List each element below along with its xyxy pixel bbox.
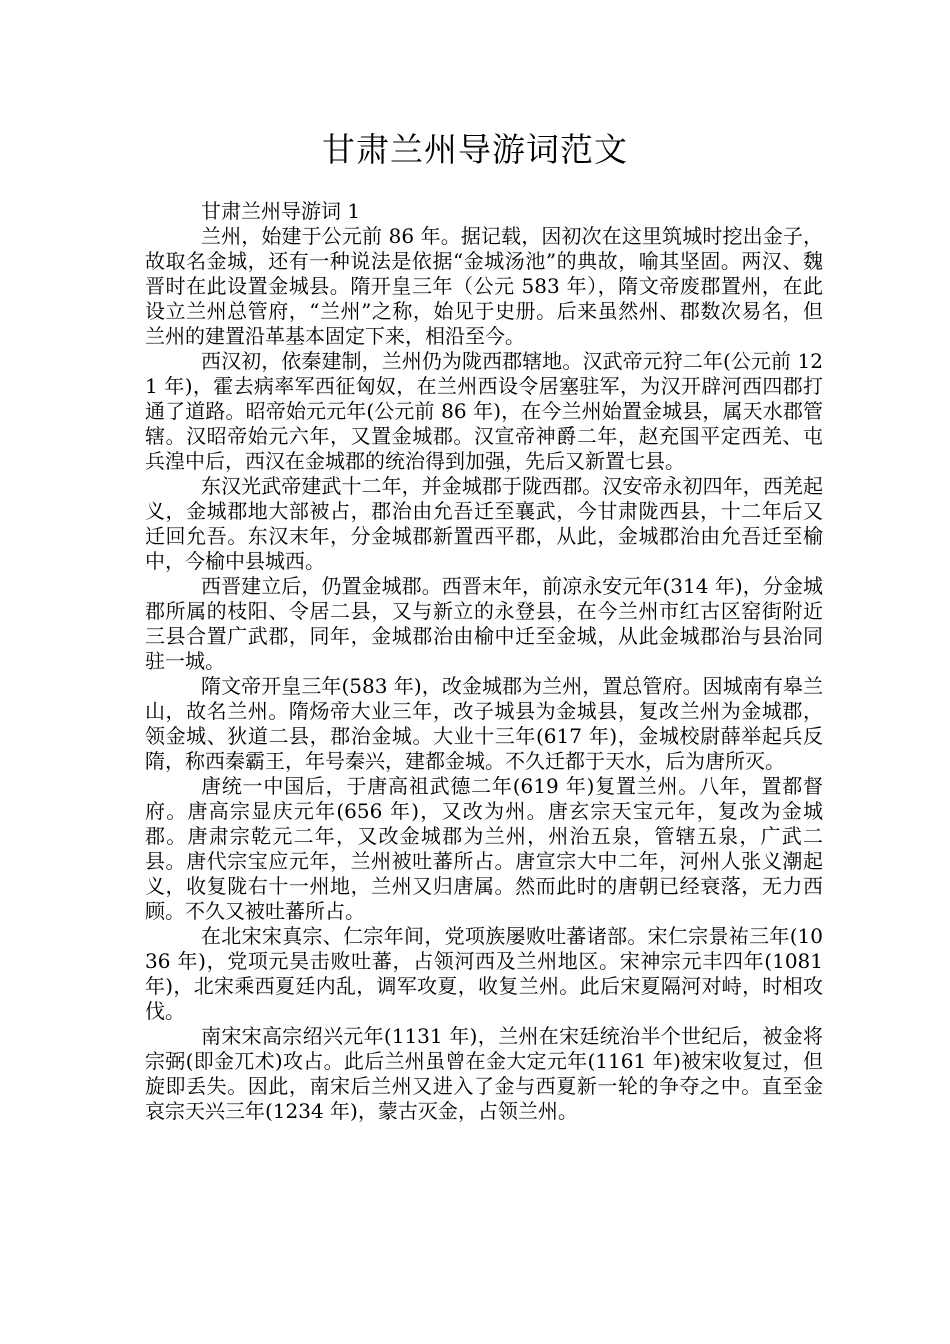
paragraph-western-jin: 西晋建立后，仍置金城郡。西晋末年，前凉永安元年(314 年)，分金城郡所属的枝阳、令居二县，又与新立的永登县，在今兰州市红古区窑街附近三县合置广武郡，同年，金城郡治由榆中迁至金城，从此金城郡治与县治同驻一城。	[145, 574, 823, 673]
paragraph-southern-song: 南宋宋高宗绍兴元年(1131 年)，兰州在宋廷统治半个世纪后，被金将宗弼(即金兀术)攻占。此后兰州虽曾在金大定元年(1161 年)被宋收复过，但旋即丢失。因此，南宋后兰州又进入了金与西夏新一轮的争夺之中。直至金哀宗天兴三年(1234 年)，蒙古灭金，占领兰州。	[145, 1024, 823, 1123]
paragraph-western-han: 西汉初，依秦建制，兰州仍为陇西郡辖地。汉武帝元狩二年(公元前 121 年)，霍去病率军西征匈奴，在兰州西设令居塞驻军，为汉开辟河西四郡打通了道路。昭帝始元元年(公元前 86 年)，在今兰州始置金城县，属天水郡管辖。汉昭帝始元六年，又置金城郡。汉宣帝神爵二年，赵充国平定西羌、屯兵湟中后，西汉在金城郡的统治得到加强，先后又新置七县。	[145, 349, 823, 473]
paragraph-northern-song: 在北宋宋真宗、仁宗年间，党项族屡败吐蕃诸部。宋仁宗景祐三年(1036 年)，党项元昊击败吐蕃，占领河西及兰州地区。宋神宗元丰四年(1081 年)，北宋乘西夏廷内乱，调军攻夏，收复兰州。此后宋夏隔河对峙，时相攻伐。	[145, 924, 823, 1023]
section-subheading: 甘肃兰州导游词 1	[201, 199, 361, 223]
paragraph-founding: 兰州，始建于公元前 86 年。据记载，因初次在这里筑城时挖出金子，故取名金城，还有一种说法是依据“金城汤池”的典故，喻其坚固。两汉、魏晋时在此设置金城县。隋开皇三年（公元 583 年），隋文帝废郡置州，在此设立兰州总管府，“兰州”之称，始见于史册。后来虽然州、郡数次易名，但兰州的建置沿革基本固定下来，相沿至今。	[145, 224, 823, 348]
paragraph-tang: 唐统一中国后，于唐高祖武德二年(619 年)复置兰州。八年，置都督府。唐高宗显庆元年(656 年)，又改为州。唐玄宗天宝元年，复改为金城郡。唐肃宗乾元二年，又改金城郡为兰州，州治五泉，管辖五泉，广武二县。唐代宗宝应元年，兰州被吐蕃所占。唐宣宗大中二年，河州人张义潮起义，收复陇右十一州地，兰州又归唐属。然而此时的唐朝已经衰落，无力西顾。不久又被吐蕃所占。	[145, 774, 823, 923]
paragraph-sui: 隋文帝开皇三年(583 年)，改金城郡为兰州，置总管府。因城南有皋兰山，故名兰州。隋炀帝大业三年，改子城县为金城县，复改兰州为金城郡，领金城、狄道二县，郡治金城。大业十三年(617 年)，金城校尉薛举起兵反隋，称西秦霸王，年号秦兴，建都金城。不久迁都于天水，后为唐所灭。	[145, 674, 823, 773]
document-body	[145, 199, 823, 1124]
paragraph-eastern-han: 东汉光武帝建武十二年，并金城郡于陇西郡。汉安帝永初四年，西羌起义，金城郡地大部被占，郡治由允吾迁至襄武，今甘肃陇西县，十二年后又迁回允吾。东汉末年，分金城郡新置西平郡，从此，金城郡治由允吾迁至榆中，今榆中县城西。	[145, 474, 823, 573]
document-title: 甘肃兰州导游词范文	[322, 130, 628, 169]
